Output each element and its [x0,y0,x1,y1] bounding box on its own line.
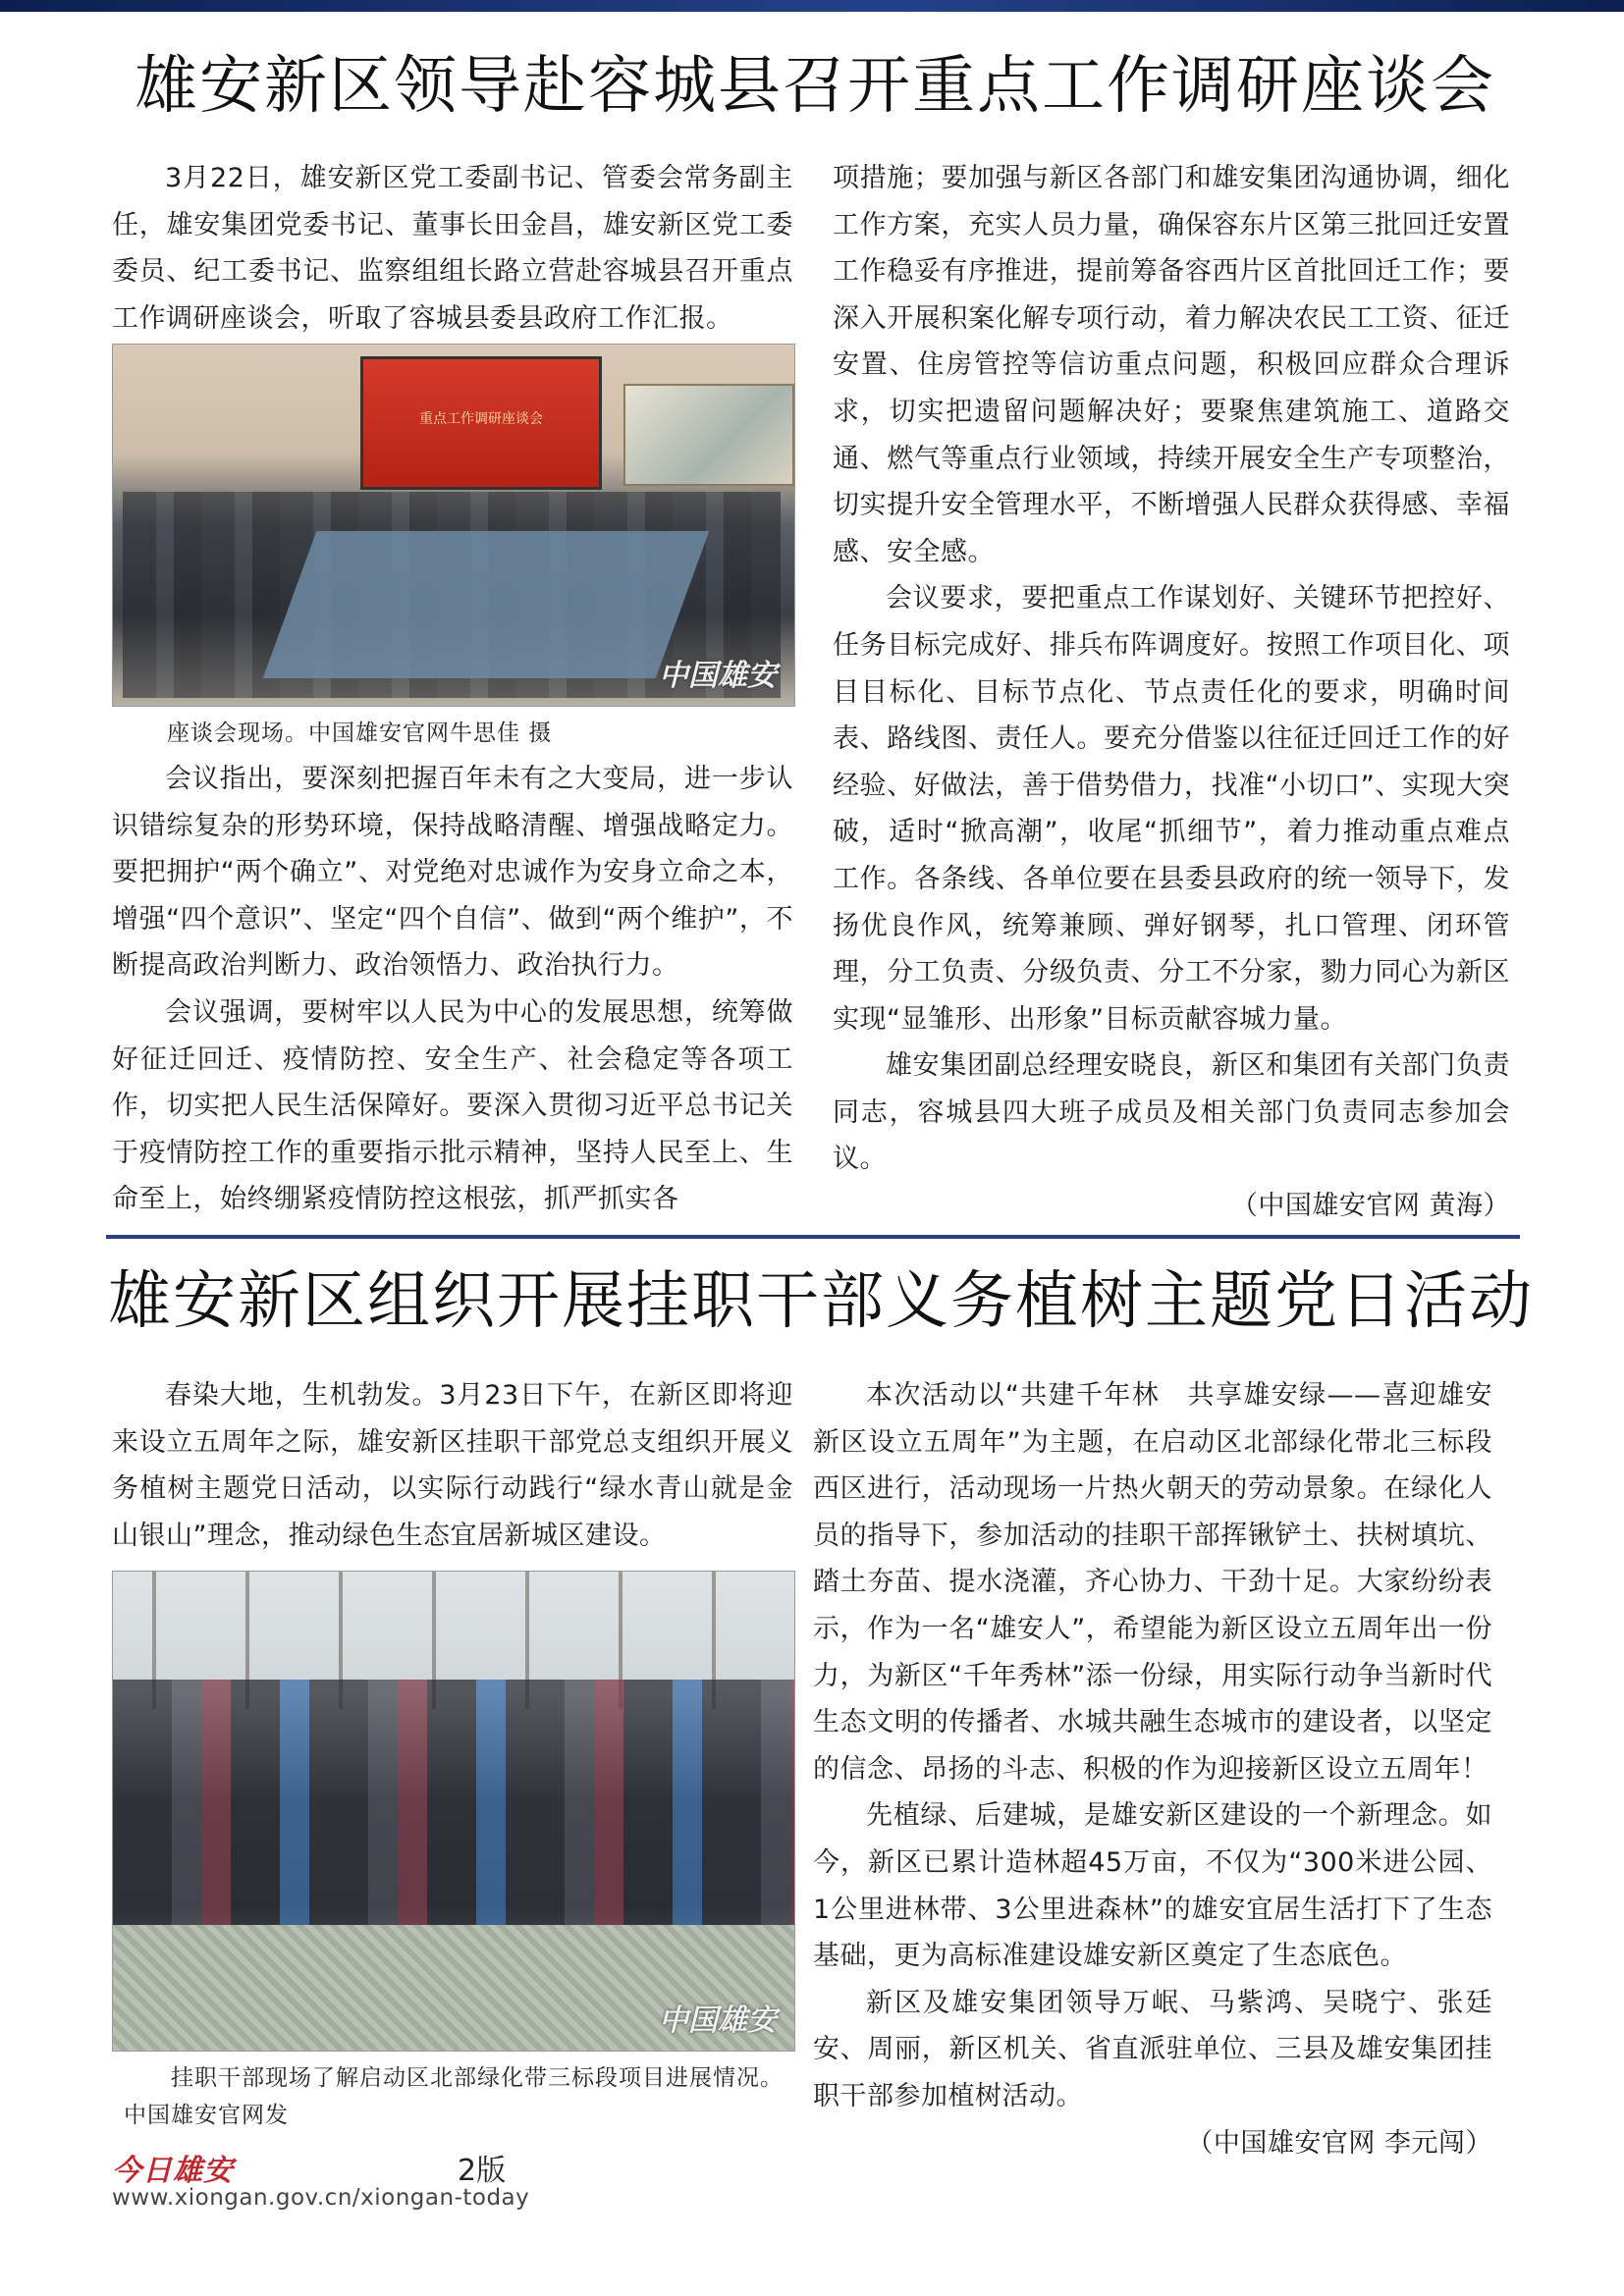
article1-paragraph-3-cont: 项措施；要加强与新区各部门和雄安集团沟通协调，细化工作方案，充实人员力量，确保容东片区第三批回迁安置工作稳妥有序推进，提前筹备容西片区首批回迁工作；要深入开展积案化解专项行动，着力解决农民工工资、征迁安置、住房管控等信访重点问题，积极回应群众合理诉求，切实把遗留问题解决好；要聚焦建筑施工、道路交通、燃气等重点行业领域，持续开展安全生产专项整治，切实提升安全管理水平，不断增强人民群众获得感、幸福感、安全感。 [833,163,1510,567]
article1-paragraph-1: 3月22日，雄安新区党工委副书记、管委会常务副主任，雄安集团党委书记、董事长田金昌，雄安新区党工委委员、纪工委书记、监察组组长路立营赴容城县召开重点工作调研座谈会，听取了容城县委县政府工作汇报。 [112,163,793,334]
top-banner-bar [0,0,1624,12]
article2-photo-caption: 挂职干部现场了解启动区北部绿化带三标段项目进展情况。中国雄安官网发 [124,2065,784,2128]
article2-paragraph-2: 本次活动以“共建千年林 共享雄安绿——喜迎雄安新区设立五周年”为主题，在启动区北部绿化带北三标段西区进行，活动现场一片热火朝天的劳动景象。在绿化人员的指导下，参加活动的挂职干部挥锹铲土、扶树填坑、踏土夯苗、提水浇灌，齐心协力、干劲十足。大家纷纷表示，作为一名“雄安人”，希望能为新区设立五周年出一份力，为新区“千年秀林”添一份绿，用实际行动争当新时代生态文明的传播者、水城共融生态城市的建设者，以坚定的信念、昂扬的斗志、积极的作为迎接新区设立五周年！ [813,1380,1492,1785]
photo-watermark: 中国雄安 [659,659,777,693]
article1-headline: 雄安新区领导赴容城县召开重点工作调研座谈会 [135,50,1495,123]
article1-photo-meeting [112,344,795,707]
article2-headline: 雄安新区组织开展挂职干部义务植树主题党日活动 [108,1265,1534,1338]
screen-text: 重点工作调研座谈会 [419,411,543,427]
article1-paragraph-5: 雄安集团副总经理安晓良，新区和集团有关部门负责同志，容城县四大班子成员及相关部门负责同志参加会议。 [833,1050,1510,1175]
wall-painting [623,384,794,486]
article2-paragraph-1: 春染大地，生机勃发。3月23日下午，在新区即将迎来设立五周年之际，雄安新区挂职干部党总支组织开展义务植树主题党日活动，以实际行动践行“绿水青山就是金山银山”理念，推动绿色生态宜居新城区建设。 [112,1380,793,1551]
cadres-group [113,1680,794,1925]
article2-right-column [813,1372,1492,2166]
article1-right-column [833,155,1510,1230]
article2-credit: （中国雄安官网 李元闯） [1186,2127,1492,2159]
meeting-table [263,531,710,678]
article2-paragraph-4: 新区及雄安集团领导万岷、马紫鸿、吴晓宁、张廷安、周丽，新区机关、省直派驻单位、三县及雄安集团挂职干部参加植树活动。 [813,1987,1492,2111]
article1-photo-caption: 座谈会现场。中国雄安官网牛思佳 摄 [167,721,553,746]
article2-photo-tree-planting [112,1571,795,2052]
article2-left-column [112,1372,793,1559]
newspaper-logo: 今日雄安 [112,2154,234,2188]
article1-paragraph-4: 会议要求，要把重点工作谋划好、关键环节把控好、任务目标完成好、排兵布阵调度好。按照工作项目化、项目目标化、目标节点化、节点责任化的要求，明确时间表、路线图、责任人。要充分借鉴以往征迁回迁工作的好经验、好做法，善于借势借力，找准“小切口”、实现大突破，适时“掀高潮”，收尾“抓细节”，着力推动重点难点工作。各条线、各单位要在县委县政府的统一领导下，发扬优良作风，统筹兼顾、弹好钢琴，扎口管理、闭环管理，分工负责、分级负责、分工不分家，勠力同心为新区实现“显雏形、出形象”目标贡献容城力量。 [833,583,1510,1035]
article2-paragraph-3: 先植绿、后建城，是雄安新区建设的一个新理念。如今，新区已累计造林超45万亩，不仅为“300米进公园、1公里进林带、3公里进森林”的雄安宜居生活打下了生态基础，更为高标准建设雄安新区奠定了生态底色。 [813,1800,1492,1972]
article1-credit: （中国雄安官网 黄海） [1230,1191,1510,1222]
page-number: 2版 [458,2154,507,2188]
projection-screen [360,356,602,490]
article1-paragraph-2: 会议指出，要深刻把握百年未有之大变局，进一步认识错综复杂的形势环境，保持战略清醒、增强战略定力。要把拥护“两个确立”、对党绝对忠诚作为安身立命之本，增强“四个意识”、坚定“四个自信”、做到“两个维护”，不断提高政治判断力、政治领悟力、政治执行力。 [112,764,793,982]
article-divider [106,1235,1520,1239]
photo-watermark: 中国雄安 [659,2003,777,2038]
article1-paragraph-3: 会议强调，要树牢以人民为中心的发展思想，统筹做好征迁回迁、疫情防控、安全生产、社会稳定等各项工作，切实把人民生活保障好。要深入贯彻习近平总书记关于疫情防控工作的重要指示批示精神，坚持人民至上、生命至上，始终绷紧疫情防控这根弦，抓严抓实各 [112,996,793,1215]
footer-url-link[interactable]: www.xiongan.gov.cn/xiongan-today [112,2185,530,2211]
article1-left-column-top [112,155,793,342]
article1-left-column-bottom [112,756,793,1223]
